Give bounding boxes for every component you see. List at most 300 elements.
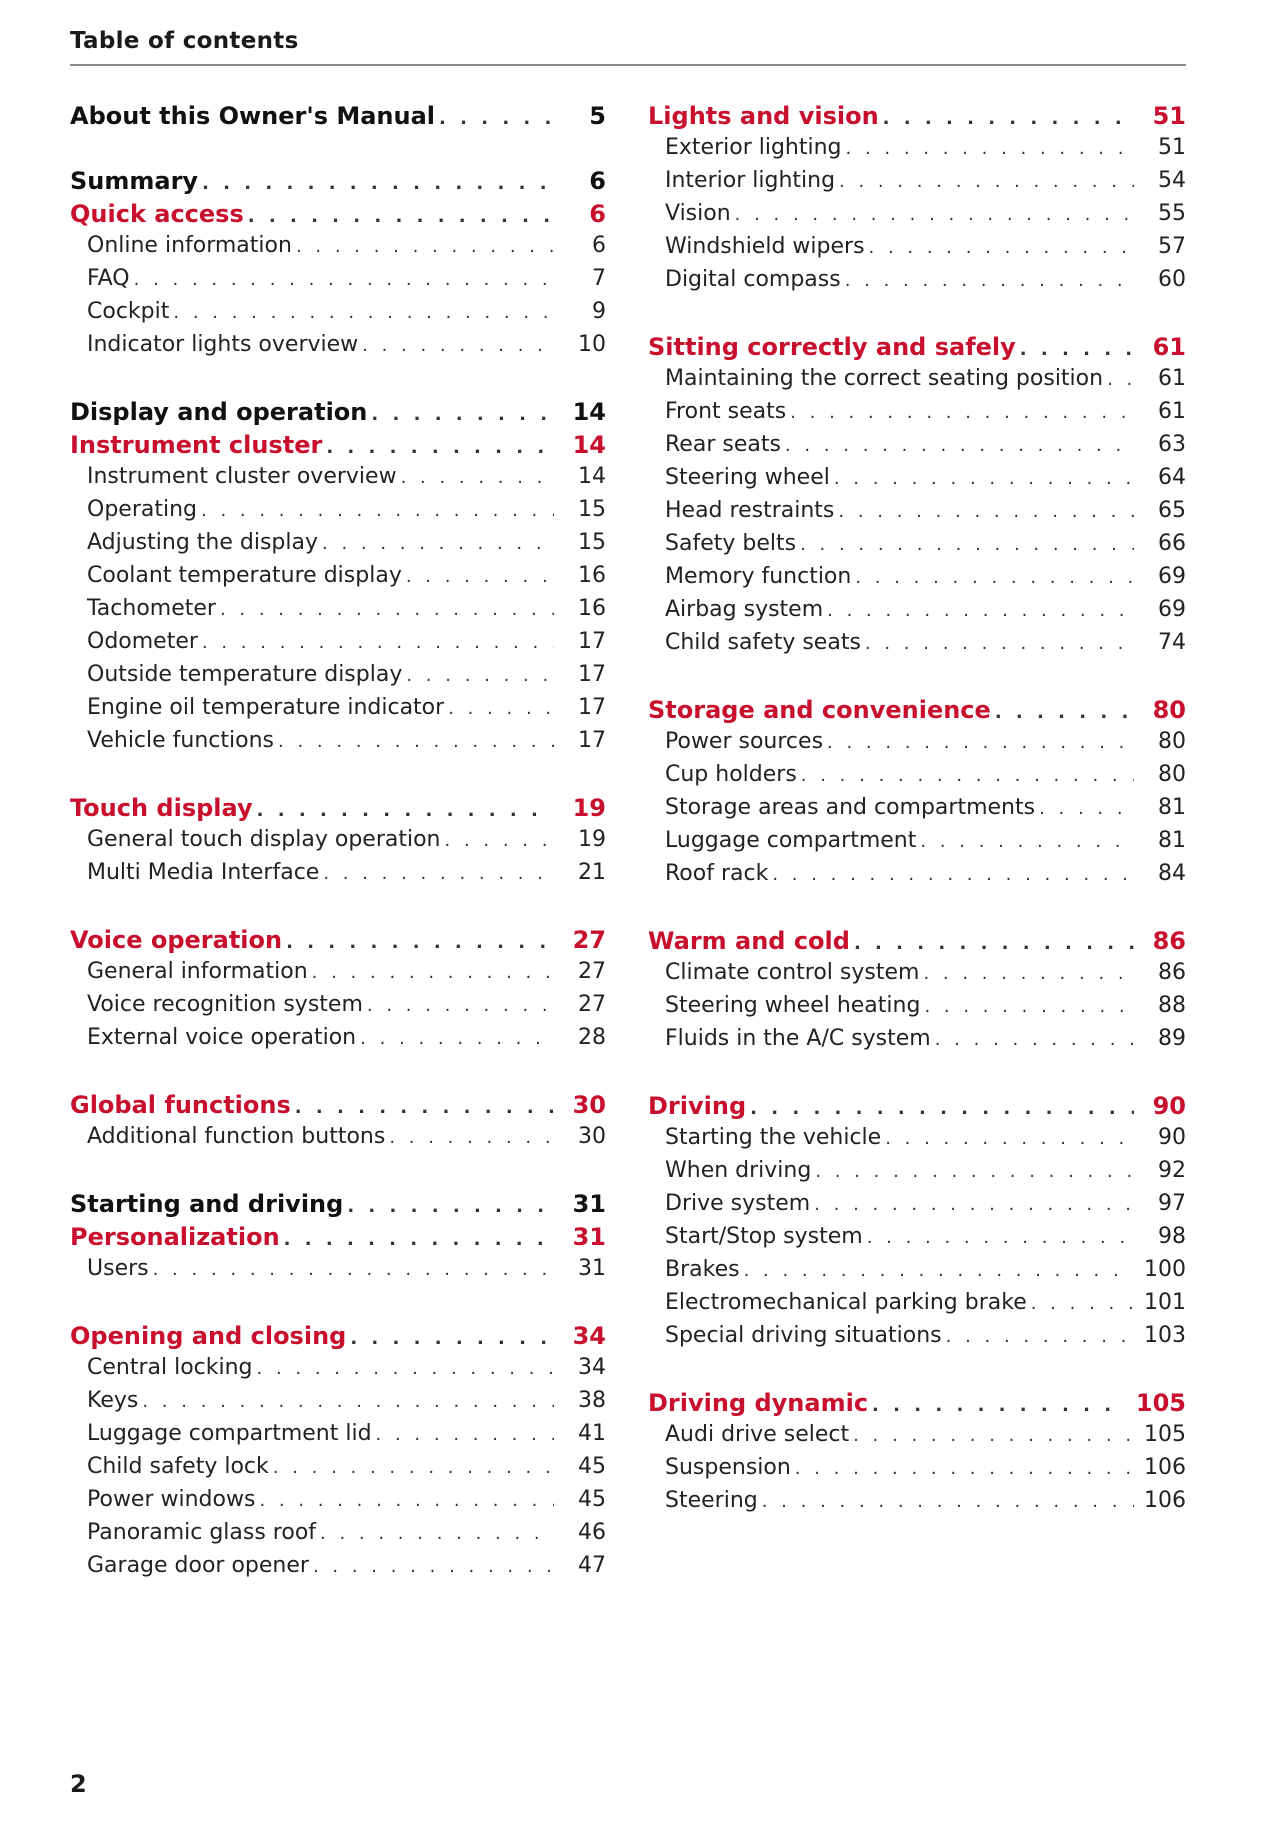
toc-section-title: Vision bbox=[665, 201, 731, 226]
toc-page-number: 61 bbox=[1152, 333, 1186, 361]
toc-entry-keys[interactable] bbox=[70, 1388, 606, 1421]
toc-section-title: General information bbox=[87, 959, 308, 984]
toc-chapter-title: Warm and cold bbox=[648, 927, 850, 955]
toc-entry-audi-drive-select[interactable] bbox=[648, 1422, 1186, 1455]
toc-entry-warm-and-cold[interactable] bbox=[648, 927, 1186, 960]
toc-page-number: 81 bbox=[1158, 828, 1186, 853]
toc-section-title: Outside temperature display bbox=[87, 662, 403, 687]
toc-page-number: 80 bbox=[1152, 696, 1186, 724]
dot-leader bbox=[319, 863, 554, 884]
toc-page-number: 60 bbox=[1158, 267, 1186, 292]
dot-leader bbox=[881, 1128, 1134, 1149]
dot-leader bbox=[444, 698, 554, 719]
toc-page-number: 16 bbox=[578, 563, 606, 588]
toc-page-number: 45 bbox=[578, 1487, 606, 1512]
toc-page-number: 64 bbox=[1158, 465, 1186, 490]
toc-section-title: Memory function bbox=[665, 564, 852, 589]
toc-chapter-title: Driving dynamic bbox=[648, 1389, 869, 1417]
toc-page-number: 7 bbox=[592, 266, 606, 291]
toc-section-title: Users bbox=[87, 1256, 149, 1281]
toc-section-title: Tachometer bbox=[87, 596, 216, 621]
toc-entry-summary[interactable] bbox=[70, 167, 606, 200]
toc-page-number: 45 bbox=[578, 1454, 606, 1479]
dot-leader bbox=[746, 1098, 1134, 1119]
toc-page-number: 31 bbox=[578, 1256, 606, 1281]
dot-leader bbox=[244, 206, 554, 227]
toc-page-number: 69 bbox=[1158, 564, 1186, 589]
toc-page-number: 92 bbox=[1158, 1158, 1186, 1183]
toc-entry-opening-and-closing[interactable] bbox=[70, 1322, 606, 1355]
dot-leader bbox=[919, 963, 1134, 984]
toc-page-number: 34 bbox=[578, 1355, 606, 1380]
toc-entry-additional-function-buttons[interactable] bbox=[70, 1124, 606, 1157]
toc-page-number: 54 bbox=[1158, 168, 1186, 193]
dot-leader bbox=[1103, 369, 1134, 390]
toc-page-number: 63 bbox=[1158, 432, 1186, 457]
toc-chapter-title: Starting and driving bbox=[70, 1190, 344, 1218]
toc-section-title: Head restraints bbox=[665, 498, 835, 523]
dot-leader bbox=[850, 933, 1134, 954]
toc-section-title: Luggage compartment lid bbox=[87, 1421, 372, 1446]
toc-section-title: Brakes bbox=[665, 1257, 740, 1282]
toc-entry-steering-wheel-heating[interactable] bbox=[648, 993, 1186, 1026]
toc-entry-interior-lighting[interactable] bbox=[648, 168, 1186, 201]
toc-chapter-title: Touch display bbox=[70, 794, 253, 822]
toc-page-number: 103 bbox=[1144, 1323, 1186, 1348]
dot-leader bbox=[758, 1491, 1134, 1512]
toc-page-number: 61 bbox=[1158, 399, 1186, 424]
toc-page-number: 41 bbox=[578, 1421, 606, 1446]
dot-leader bbox=[849, 1425, 1134, 1446]
toc-entry-instrument-cluster[interactable] bbox=[70, 431, 606, 464]
toc-section-title: Voice recognition system bbox=[87, 992, 363, 1017]
toc-entry-child-safety-lock[interactable] bbox=[70, 1454, 606, 1487]
toc-entry-storage-and-convenience[interactable] bbox=[648, 696, 1186, 729]
toc-section-title: Audi drive select bbox=[665, 1422, 850, 1447]
toc-page-number: 106 bbox=[1144, 1488, 1186, 1513]
toc-section-title: Rear seats bbox=[665, 432, 781, 457]
dot-leader bbox=[280, 1229, 554, 1250]
toc-entry-global-functions[interactable] bbox=[70, 1091, 606, 1124]
toc-page-number: 90 bbox=[1152, 1092, 1186, 1120]
toc-entry-instrument-cluster-overview[interactable] bbox=[70, 464, 606, 497]
dot-leader bbox=[920, 996, 1134, 1017]
toc-entry-online-information[interactable] bbox=[70, 233, 606, 266]
dot-leader bbox=[292, 236, 554, 257]
toc-entry-indicator-lights-overview[interactable] bbox=[70, 332, 606, 365]
toc-page-number: 88 bbox=[1158, 993, 1186, 1018]
toc-entry-faq[interactable] bbox=[70, 266, 606, 299]
toc-entry-steering[interactable] bbox=[648, 1488, 1186, 1521]
toc-entry-windshield-wipers[interactable] bbox=[648, 234, 1186, 267]
toc-entry-sitting-correctly-and-safely[interactable] bbox=[648, 333, 1186, 366]
toc-page-number: 97 bbox=[1158, 1191, 1186, 1216]
toc-entry-digital-compass[interactable] bbox=[648, 267, 1186, 300]
toc-entry-when-driving[interactable] bbox=[648, 1158, 1186, 1191]
toc-entry-about-this-owner-s-manual[interactable] bbox=[70, 102, 606, 135]
toc-chapter-title: Lights and vision bbox=[648, 102, 879, 130]
toc-entry-users[interactable] bbox=[70, 1256, 606, 1289]
dot-leader bbox=[991, 702, 1134, 723]
toc-page-number: 101 bbox=[1144, 1290, 1186, 1315]
toc-page-number: 105 bbox=[1135, 1389, 1186, 1417]
toc-entry-child-safety-seats[interactable] bbox=[648, 630, 1186, 663]
toc-entry-vehicle-functions[interactable] bbox=[70, 728, 606, 761]
dot-leader bbox=[138, 1391, 554, 1412]
toc-section-title: Front seats bbox=[665, 399, 787, 424]
toc-entry-general-information[interactable] bbox=[70, 959, 606, 992]
toc-page-number: 30 bbox=[572, 1091, 606, 1119]
dot-leader bbox=[830, 468, 1134, 489]
toc-section-title: Child safety lock bbox=[87, 1454, 269, 1479]
dot-leader bbox=[363, 995, 554, 1016]
dot-leader bbox=[253, 800, 554, 821]
toc-entry-roof-rack[interactable] bbox=[648, 861, 1186, 894]
dot-leader bbox=[740, 1260, 1134, 1281]
toc-section-title: Odometer bbox=[87, 629, 198, 654]
dot-leader bbox=[842, 138, 1134, 159]
toc-entry-steering-wheel[interactable] bbox=[648, 465, 1186, 498]
toc-page-number: 90 bbox=[1158, 1125, 1186, 1150]
toc-section-title: Steering wheel heating bbox=[665, 993, 921, 1018]
dot-leader bbox=[841, 270, 1134, 291]
dot-leader bbox=[367, 404, 554, 425]
toc-page-number: 86 bbox=[1158, 960, 1186, 985]
toc-page-number: 17 bbox=[578, 662, 606, 687]
toc-page-number: 34 bbox=[572, 1322, 606, 1350]
dot-leader bbox=[916, 831, 1134, 852]
toc-entry-starting-and-driving[interactable] bbox=[70, 1190, 606, 1223]
toc-page-number: 5 bbox=[589, 102, 606, 130]
toc-entry-external-voice-operation[interactable] bbox=[70, 1025, 606, 1058]
toc-entry-exterior-lighting[interactable] bbox=[648, 135, 1186, 168]
toc-section-title: Power windows bbox=[87, 1487, 256, 1512]
toc-page-number: 9 bbox=[592, 299, 606, 324]
dot-leader bbox=[942, 1326, 1134, 1347]
toc-page-number: 81 bbox=[1158, 795, 1186, 820]
dot-leader bbox=[198, 632, 554, 653]
toc-entry-electromechanical-parking-brake[interactable] bbox=[648, 1290, 1186, 1323]
toc-entry-vision[interactable] bbox=[648, 201, 1186, 234]
toc-entry-tachometer[interactable] bbox=[70, 596, 606, 629]
dot-leader bbox=[863, 1227, 1134, 1248]
toc-entry-maintaining-the-correct-seating-position[interactable] bbox=[648, 366, 1186, 399]
toc-page-number: 51 bbox=[1152, 102, 1186, 130]
toc-section-title: Maintaining the correct seating position bbox=[665, 366, 1104, 391]
toc-entry-panoramic-glass-roof[interactable] bbox=[70, 1520, 606, 1553]
toc-entry-driving-dynamic[interactable] bbox=[648, 1389, 1186, 1422]
dot-leader bbox=[868, 1395, 1126, 1416]
toc-entry-storage-areas-and-compartments[interactable] bbox=[648, 795, 1186, 828]
toc-page-number: 16 bbox=[578, 596, 606, 621]
toc-section-title: Airbag system bbox=[665, 597, 824, 622]
toc-section-title: Power sources bbox=[665, 729, 824, 754]
toc-page-number: 14 bbox=[578, 464, 606, 489]
toc-page-number: 66 bbox=[1158, 531, 1186, 556]
toc-entry-brakes[interactable] bbox=[648, 1257, 1186, 1290]
toc-section-title: Garage door opener bbox=[87, 1553, 309, 1578]
dot-leader bbox=[309, 1556, 554, 1577]
toc-page-number: 15 bbox=[578, 497, 606, 522]
toc-section-title: Indicator lights overview bbox=[87, 332, 359, 357]
toc-entry-coolant-temperature-display[interactable] bbox=[70, 563, 606, 596]
dot-leader bbox=[786, 402, 1134, 423]
dot-leader bbox=[253, 1358, 554, 1379]
dot-leader bbox=[823, 732, 1134, 753]
toc-entry-cockpit[interactable] bbox=[70, 299, 606, 332]
toc-section-title: Luggage compartment bbox=[665, 828, 917, 853]
toc-section-title: External voice operation bbox=[87, 1025, 357, 1050]
dot-leader bbox=[1027, 1293, 1134, 1314]
toc-section-title: Cockpit bbox=[87, 299, 170, 324]
toc-page-number: 17 bbox=[578, 695, 606, 720]
toc-chapter-title: Display and operation bbox=[70, 398, 368, 426]
toc-page-number: 55 bbox=[1158, 201, 1186, 226]
dot-leader bbox=[834, 501, 1134, 522]
toc-entry-front-seats[interactable] bbox=[648, 399, 1186, 432]
toc-section-title: Engine oil temperature indicator bbox=[87, 695, 445, 720]
toc-section-title: Windshield wipers bbox=[665, 234, 865, 259]
toc-section-title: Drive system bbox=[665, 1191, 811, 1216]
toc-page-number: 28 bbox=[578, 1025, 606, 1050]
toc-entry-climate-control-system[interactable] bbox=[648, 960, 1186, 993]
toc-page-number: 84 bbox=[1158, 861, 1186, 886]
toc-page-number: 6 bbox=[592, 233, 606, 258]
dot-leader bbox=[397, 467, 554, 488]
toc-page-number: 89 bbox=[1158, 1026, 1186, 1051]
toc-entry-suspension[interactable] bbox=[648, 1455, 1186, 1488]
toc-entry-multi-media-interface[interactable] bbox=[70, 860, 606, 893]
toc-entry-quick-access[interactable] bbox=[70, 200, 606, 233]
dot-leader bbox=[149, 1259, 554, 1280]
toc-page-number: 57 bbox=[1158, 234, 1186, 259]
toc-entry-drive-system[interactable] bbox=[648, 1191, 1186, 1224]
toc-page-number: 19 bbox=[578, 827, 606, 852]
dot-leader bbox=[198, 173, 554, 194]
toc-page-number: 51 bbox=[1158, 135, 1186, 160]
dot-leader bbox=[169, 302, 554, 323]
toc-section-title: Suspension bbox=[665, 1455, 791, 1480]
toc-page-number: 100 bbox=[1144, 1257, 1186, 1282]
toc-page-number: 80 bbox=[1158, 729, 1186, 754]
toc-entry-power-sources[interactable] bbox=[648, 729, 1186, 762]
dot-leader bbox=[356, 1028, 554, 1049]
dot-leader bbox=[274, 731, 554, 752]
toc-section-title: Steering wheel bbox=[665, 465, 830, 490]
toc-section-title: Interior lighting bbox=[665, 168, 836, 193]
toc-section-title: Central locking bbox=[87, 1355, 253, 1380]
toc-chapter-title: Voice operation bbox=[70, 926, 283, 954]
toc-entry-starting-the-vehicle[interactable] bbox=[648, 1125, 1186, 1158]
toc-entry-garage-door-opener[interactable] bbox=[70, 1553, 606, 1586]
toc-entry-fluids-in-the-a-c-system[interactable] bbox=[648, 1026, 1186, 1059]
dot-leader bbox=[291, 1097, 554, 1118]
dot-leader bbox=[343, 1196, 554, 1217]
toc-entry-special-driving-situations[interactable] bbox=[648, 1323, 1186, 1356]
dot-leader bbox=[316, 1523, 554, 1544]
toc-entry-start-stop-system[interactable] bbox=[648, 1224, 1186, 1257]
toc-chapter-title: Global functions bbox=[70, 1091, 291, 1119]
toc-entry-general-touch-display-operation[interactable] bbox=[70, 827, 606, 860]
dot-leader bbox=[879, 108, 1134, 129]
toc-page-number: 61 bbox=[1158, 366, 1186, 391]
dot-leader bbox=[255, 1490, 554, 1511]
toc-section-title: Starting the vehicle bbox=[665, 1125, 882, 1150]
toc-entry-voice-operation[interactable] bbox=[70, 926, 606, 959]
toc-page-number: 6 bbox=[589, 167, 606, 195]
dot-leader bbox=[197, 500, 554, 521]
toc-page-number: 65 bbox=[1158, 498, 1186, 523]
toc-entry-driving[interactable] bbox=[648, 1092, 1186, 1125]
toc-chapter-title: Instrument cluster bbox=[70, 431, 323, 459]
toc-page-number: 27 bbox=[572, 926, 606, 954]
toc-entry-cup-holders[interactable] bbox=[648, 762, 1186, 795]
dot-leader bbox=[797, 765, 1134, 786]
toc-entry-airbag-system[interactable] bbox=[648, 597, 1186, 630]
toc-chapter-title: Sitting correctly and safely bbox=[648, 333, 1016, 361]
dot-leader bbox=[269, 1457, 554, 1478]
toc-page-number: 46 bbox=[578, 1520, 606, 1545]
dot-leader bbox=[791, 1458, 1134, 1479]
dot-leader bbox=[811, 1161, 1134, 1182]
dot-leader bbox=[835, 171, 1134, 192]
toc-entry-display-and-operation[interactable] bbox=[70, 398, 606, 431]
toc-entry-luggage-compartment[interactable] bbox=[648, 828, 1186, 861]
toc-page-number: 86 bbox=[1152, 927, 1186, 955]
toc-chapter-title: Personalization bbox=[70, 1223, 280, 1251]
dot-leader bbox=[385, 1127, 554, 1148]
toc-entry-adjusting-the-display[interactable] bbox=[70, 530, 606, 563]
dot-leader bbox=[823, 600, 1134, 621]
toc-page-number: 14 bbox=[572, 398, 606, 426]
toc-chapter-title: Storage and convenience bbox=[648, 696, 991, 724]
toc-entry-operating[interactable] bbox=[70, 497, 606, 530]
toc-entry-personalization[interactable] bbox=[70, 1223, 606, 1256]
toc-entry-voice-recognition-system[interactable] bbox=[70, 992, 606, 1025]
toc-section-title: Panoramic glass roof bbox=[87, 1520, 317, 1545]
toc-section-title: General touch display operation bbox=[87, 827, 441, 852]
toc-page-number: 27 bbox=[578, 992, 606, 1017]
toc-entry-lights-and-vision[interactable] bbox=[648, 102, 1186, 135]
toc-entry-head-restraints[interactable] bbox=[648, 498, 1186, 531]
dot-leader bbox=[282, 932, 554, 953]
dot-leader bbox=[810, 1194, 1134, 1215]
toc-entry-engine-oil-temperature-indicator[interactable] bbox=[70, 695, 606, 728]
toc-entry-outside-temperature-display[interactable] bbox=[70, 662, 606, 695]
toc-page-number: 19 bbox=[572, 794, 606, 822]
dot-leader bbox=[318, 533, 554, 554]
toc-entry-central-locking[interactable] bbox=[70, 1355, 606, 1388]
toc-section-title: Electromechanical parking brake bbox=[665, 1290, 1027, 1315]
toc-entry-power-windows[interactable] bbox=[70, 1487, 606, 1520]
dot-leader bbox=[865, 237, 1134, 258]
toc-page-number: 17 bbox=[578, 629, 606, 654]
dot-leader bbox=[931, 1029, 1134, 1050]
dot-leader bbox=[346, 1328, 554, 1349]
toc-section-title: Vehicle functions bbox=[87, 728, 274, 753]
toc-section-title: Safety belts bbox=[665, 531, 797, 556]
dot-leader bbox=[851, 567, 1134, 588]
toc-section-title: Multi Media Interface bbox=[87, 860, 320, 885]
dot-leader bbox=[372, 1424, 554, 1445]
toc-page-number: 17 bbox=[578, 728, 606, 753]
toc-page-number: 80 bbox=[1158, 762, 1186, 787]
page-number: 2 bbox=[70, 1770, 87, 1798]
toc-section-title: Additional function buttons bbox=[87, 1124, 386, 1149]
toc-page-number: 31 bbox=[572, 1190, 606, 1218]
toc-section-title: Operating bbox=[87, 497, 197, 522]
toc-section-title: Special driving situations bbox=[665, 1323, 942, 1348]
toc-page-number: 6 bbox=[589, 200, 606, 228]
dot-leader bbox=[402, 665, 554, 686]
toc-chapter-title: Quick access bbox=[70, 200, 244, 228]
toc-section-title: Cup holders bbox=[665, 762, 797, 787]
toc-section-title: Coolant temperature display bbox=[87, 563, 402, 588]
toc-section-title: Instrument cluster overview bbox=[87, 464, 397, 489]
toc-section-title: Child safety seats bbox=[665, 630, 861, 655]
dot-leader bbox=[402, 566, 554, 587]
toc-chapter-title: Opening and closing bbox=[70, 1322, 347, 1350]
toc-page-number: 14 bbox=[572, 431, 606, 459]
toc-page-number: 38 bbox=[578, 1388, 606, 1413]
dot-leader bbox=[781, 435, 1134, 456]
toc-section-title: FAQ bbox=[87, 266, 130, 291]
toc-entry-luggage-compartment-lid[interactable] bbox=[70, 1421, 606, 1454]
dot-leader bbox=[308, 962, 554, 983]
toc-section-title: Exterior lighting bbox=[665, 135, 842, 160]
toc-page-number: 69 bbox=[1158, 597, 1186, 622]
toc-section-title: Storage areas and compartments bbox=[665, 795, 1036, 820]
toc-page-number: 15 bbox=[578, 530, 606, 555]
toc-section-title: Climate control system bbox=[665, 960, 920, 985]
toc-entry-touch-display[interactable] bbox=[70, 794, 606, 827]
toc-page-number: 98 bbox=[1158, 1224, 1186, 1249]
toc-section-title: Start/Stop system bbox=[665, 1224, 863, 1249]
dot-leader bbox=[358, 335, 554, 356]
toc-page-number: 74 bbox=[1158, 630, 1186, 655]
dot-leader bbox=[435, 108, 554, 129]
toc-section-title: Adjusting the display bbox=[87, 530, 318, 555]
toc-entry-memory-function[interactable] bbox=[648, 564, 1186, 597]
dot-leader bbox=[768, 864, 1134, 885]
dot-leader bbox=[1016, 339, 1134, 360]
toc-entry-rear-seats[interactable] bbox=[648, 432, 1186, 465]
dot-leader bbox=[796, 534, 1134, 555]
dot-leader bbox=[441, 830, 555, 851]
toc-page-number: 106 bbox=[1144, 1455, 1186, 1480]
toc-page-number: 10 bbox=[578, 332, 606, 357]
toc-section-title: Fluids in the A/C system bbox=[665, 1026, 931, 1051]
dot-leader bbox=[731, 204, 1134, 225]
toc-page-number: 47 bbox=[578, 1553, 606, 1578]
toc-section-title: When driving bbox=[665, 1158, 812, 1183]
dot-leader bbox=[130, 269, 554, 290]
toc-page-number: 105 bbox=[1144, 1422, 1186, 1447]
toc-entry-odometer[interactable] bbox=[70, 629, 606, 662]
dot-leader bbox=[322, 437, 554, 458]
toc-section-title: Digital compass bbox=[665, 267, 841, 292]
toc-page-number: 30 bbox=[578, 1124, 606, 1149]
dot-leader bbox=[216, 599, 554, 620]
toc-page-number: 27 bbox=[578, 959, 606, 984]
toc-entry-safety-belts[interactable] bbox=[648, 531, 1186, 564]
toc-section-title: Online information bbox=[87, 233, 292, 258]
dot-leader bbox=[1035, 798, 1134, 819]
toc-section-title: Keys bbox=[87, 1388, 139, 1413]
toc-chapter-title: Driving bbox=[648, 1092, 747, 1120]
page-header-title: Table of contents bbox=[70, 28, 1186, 66]
toc-chapter-title: Summary bbox=[70, 167, 199, 195]
